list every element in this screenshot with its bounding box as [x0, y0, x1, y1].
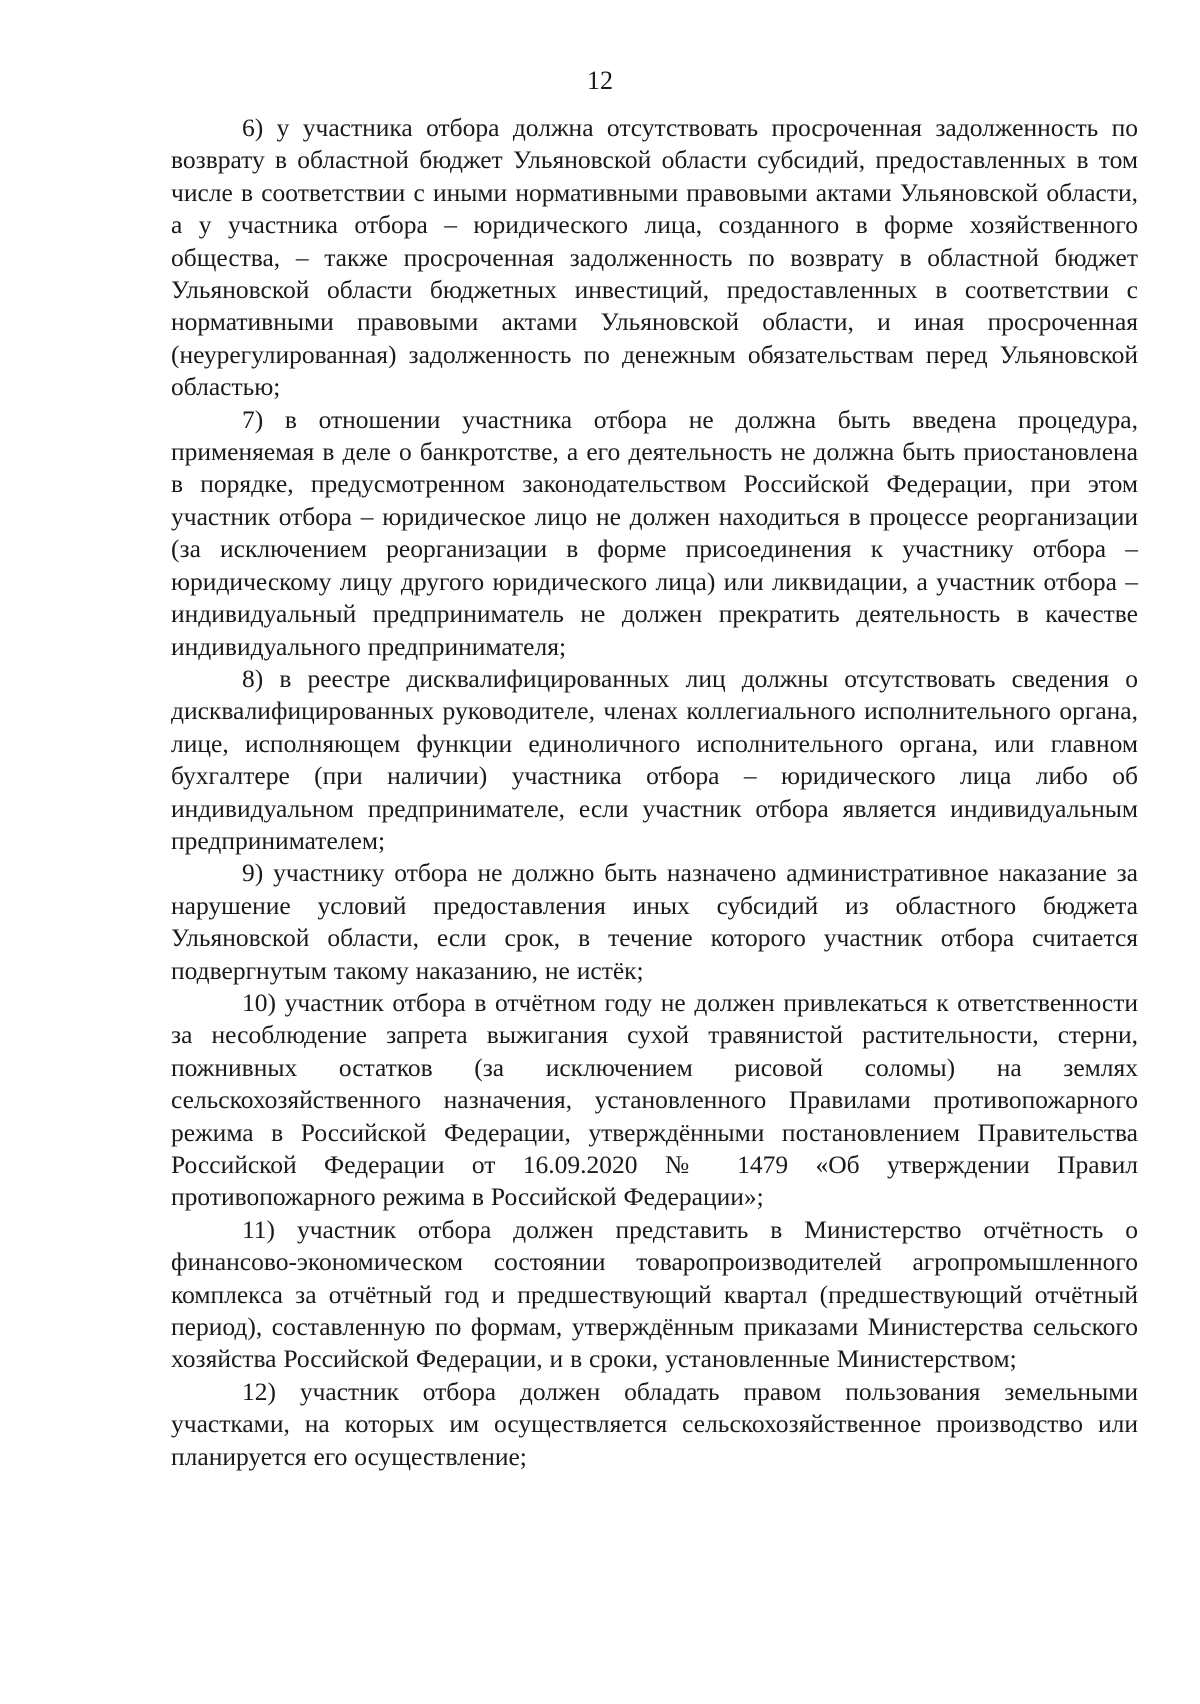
paragraph-item-7: 7) в отношении участника отбора не должна быть введена процедура, применяемая в деле о банкротстве, а его деятельность не должна быть приостановлена в порядке, предусмотренном законодательством Российской Федерации, при этом участник отбора – юридическое лицо не должен находиться в процессе реорганизации (за исключением реорганизации в форме присоединения к участнику отбора – юридическому лицу другого юридического лица) или ликвидации, а участник отбора – индивидуальный предприниматель не должен прекратить деятельность в качестве индивидуального предпринимателя;	[171, 404, 1138, 661]
paragraph-item-9: 9) участнику отбора не должно быть назначено административное наказание за нарушение условий предоставления иных субсидий из областного бюджета Ульяновской области, если срок, в течение которого участник отбора считается подвергнутым такому наказанию, не истёк;	[171, 858, 1138, 985]
paragraph-item-12: 12) участник отбора должен обладать правом пользования земельными участками, на которых им осуществляется сельскохозяйственное производство или планируется его осуществление;	[171, 1376, 1138, 1471]
paragraph-item-11: 11) участник отбора должен представить в Министерство отчётность о финансово-экономическом состоянии товаропроизводителей агропромышленного комплекса за отчётный год и предшествующий квартал (предшествующий отчётный период), составленную по формам, утверждённым приказами Министерства сельского хозяйства Российской Федерации, и в сроки, установленные Министерством;	[171, 1214, 1138, 1374]
document-body	[171, 112, 1138, 1473]
paragraph-item-8: 8) в реестре дисквалифицированных лиц должны отсутствовать сведения о дисквалифицированных руководителе, членах коллегиального исполнительного органа, лице, исполняющем функции единоличного исполнительного органа, или главном бухгалтере (при наличии) участника отбора – юридического лица либо об индивидуальном предпринимателе, если участник отбора является индивидуальным предпринимателем;	[171, 663, 1138, 855]
paragraph-item-6: 6) у участника отбора должна отсутствовать просроченная задолженность по возврату в областной бюджет Ульяновской области субсидий, предоставленных в том числе в соответствии с иными нормативными правовыми актами Ульяновской области, а у участника отбора – юридического лица, созданного в форме хозяйственного общества, – также просроченная задолженность по возврату в областной бюджет Ульяновской области бюджетных инвестиций, предоставленных в соответствии с нормативными правовыми актами Ульяновской области, и иная просроченная (неурегулированная) задолженность по денежным обязательствам перед Ульяновской областью;	[171, 113, 1138, 402]
paragraph-item-10: 10) участник отбора в отчётном году не должен привлекаться к ответственности за несоблюдение запрета выжигания сухой травянистой растительности, стерни, пожнивных остатков (за исключением рисовой соломы) на землях сельскохозяйственного назначения, установленного Правилами противопожарного режима в Российской Федерации, утверждёнными постановлением Правительства Российской Федерации от 16.09.2020 № 1479 «Об утверждении Правил противопожарного режима в Российской Федерации»;	[171, 987, 1138, 1212]
page-number: 12	[587, 66, 613, 95]
